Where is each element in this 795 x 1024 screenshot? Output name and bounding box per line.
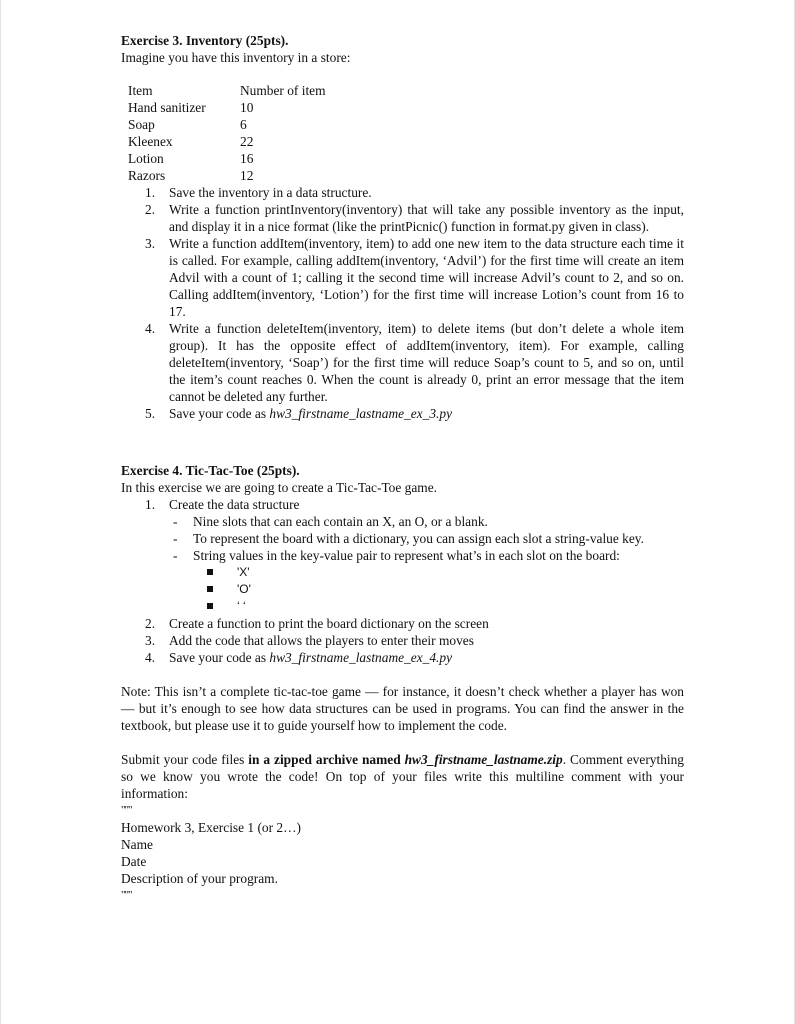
- step-text: Add the code that allows the players to enter their moves: [169, 633, 474, 648]
- submission-paragraph: [121, 751, 684, 802]
- list-item: [121, 564, 686, 581]
- comment-open-quotes: """: [121, 804, 132, 816]
- exercise-4: [121, 462, 686, 666]
- step-number: 3.: [145, 633, 156, 648]
- dash-bullet: -: [173, 514, 178, 529]
- table-row: [128, 167, 326, 184]
- list-item: [121, 615, 684, 632]
- inventory-item-name: Lotion: [128, 151, 164, 166]
- comment-line: Date: [121, 854, 147, 869]
- inventory-item-count: 22: [240, 134, 254, 149]
- data-structure-points: [121, 513, 686, 564]
- list-item: [121, 598, 686, 615]
- list-item: [121, 581, 686, 598]
- exercise-3-intro: Imagine you have this inventory in a store:: [121, 50, 351, 65]
- step-number: 2.: [145, 616, 156, 631]
- exercise-3-steps: [121, 184, 684, 422]
- square-bullet-icon: [207, 569, 213, 575]
- point-text: To represent the board with a dictionary, you can assign each slot a string-value key.: [193, 531, 644, 546]
- table-row: [128, 116, 326, 133]
- inventory-item-count: 10: [240, 100, 254, 115]
- step-text: Create a function to print the board dictionary on the screen: [169, 616, 489, 631]
- inventory-header-row: [128, 82, 326, 99]
- list-item: [121, 530, 686, 547]
- comment-template: [121, 802, 686, 904]
- list-item: [121, 201, 684, 235]
- list-item: [121, 632, 684, 649]
- inventory-item-count: 16: [240, 151, 254, 166]
- inventory-table: [128, 82, 326, 184]
- inventory-item-count: 12: [240, 168, 254, 183]
- step-text: Write a function deleteItem(inventory, item) to delete items (but don’t delete a whole item group). It has the opposite effect of addItem(inventory, item). For example, calling deleteItem(inventory, ‘Soap’) for the first time will reduce Soap’s count to 5, and so on, until the item’s count reaches 0. When the count is already 0, print an error message that the item cannot be deleted any further.: [169, 321, 684, 404]
- submission-suffix: . Comment everything so we know you wrote the code! On top of your files write this multiline comment with your information:: [121, 752, 685, 801]
- exercise-3-heading: Exercise 3. Inventory (25pts).: [121, 33, 289, 48]
- slot-values-list: [121, 564, 686, 615]
- comment-line: Description of your program.: [121, 871, 278, 886]
- list-item: [121, 513, 686, 530]
- inventory-item-name: Kleenex: [128, 134, 173, 149]
- step-number: 5.: [145, 406, 156, 421]
- inventory-header-item: Item: [128, 83, 153, 98]
- exercise-4-steps: [121, 496, 684, 513]
- step-number: 4.: [145, 650, 156, 665]
- slot-value: 'X': [237, 565, 250, 579]
- comment-line: Name: [121, 837, 153, 852]
- exercise-3: [121, 32, 686, 422]
- slot-value: 'O': [237, 582, 251, 596]
- inventory-item-name: Hand sanitizer: [128, 100, 206, 115]
- inventory-header-count: Number of item: [240, 83, 326, 98]
- step-text: Create the data structure: [169, 497, 300, 512]
- comment-line: Homework 3, Exercise 1 (or 2…): [121, 820, 301, 835]
- step-number: 4.: [145, 321, 156, 336]
- list-item: [121, 235, 684, 320]
- list-item: [121, 320, 684, 405]
- list-item: [121, 496, 684, 513]
- list-item: [121, 184, 684, 201]
- step-text: Write a function addItem(inventory, item) to add one new item to the data structure each time it is called. For example, calling addItem(inventory, ‘Advil’) for the first time will create an item Advil with a count of 1; calling it the second time will increase Advil’s count to 2, and so on. Calling addItem(inventory, ‘Lotion’) for the first time will increase Lotion’s count from 16 to 17.: [169, 236, 684, 319]
- inventory-item-name: Razors: [128, 168, 166, 183]
- point-text: Nine slots that can each contain an X, an O, or a blank.: [193, 514, 488, 529]
- exercise-4-intro: In this exercise we are going to create a Tic-Tac-Toe game.: [121, 480, 438, 495]
- step-text: Save your code as: [169, 650, 270, 665]
- inventory-item-name: Soap: [128, 117, 155, 132]
- filename-ex3: hw3_firstname_lastname_ex_3.py: [269, 406, 453, 421]
- table-row: [128, 133, 326, 150]
- step-text: Save your code as: [169, 406, 270, 421]
- step-number: 2.: [145, 202, 156, 217]
- square-bullet-icon: [207, 603, 213, 609]
- square-bullet-icon: [207, 586, 213, 592]
- exercise-4-heading: Exercise 4. Tic-Tac-Toe (25pts).: [121, 463, 300, 478]
- note-paragraph: Note: This isn’t a complete tic-tac-toe game — for instance, it doesn’t check whether a player has won — but it’s enough to see how data structures can be used in programs. You can find the answer in the textbook, but please use it to guide yourself how to implement the code.: [121, 684, 684, 733]
- inventory-item-count: 6: [240, 117, 247, 132]
- list-item: [121, 547, 686, 564]
- step-text: Save the inventory in a data structure.: [169, 185, 372, 200]
- step-text: Write a function printInventory(inventory) that will take any possible inventory as the input, and display it in a nice format (like the printPicnic() function in format.py given in class).: [169, 202, 684, 234]
- comment-close-quotes: """: [121, 889, 132, 901]
- document-content: [121, 32, 686, 904]
- step-number: 1.: [145, 497, 156, 512]
- filename-ex4: hw3_firstname_lastname_ex_4.py: [269, 650, 453, 665]
- exercise-4-steps-continued: [121, 615, 684, 666]
- submission-prefix: Submit your code files: [121, 752, 249, 767]
- dash-bullet: -: [173, 531, 178, 546]
- list-item: [121, 649, 684, 666]
- table-row: [128, 150, 326, 167]
- step-number: 3.: [145, 236, 156, 251]
- step-number: 1.: [145, 185, 156, 200]
- submission-archive-label: in a zipped archive named: [248, 752, 405, 767]
- table-row: [128, 99, 326, 116]
- slot-value: ‘ ‘: [237, 599, 246, 613]
- dash-bullet: -: [173, 548, 178, 563]
- point-text: String values in the key-value pair to represent what’s in each slot on the board:: [193, 548, 620, 563]
- page-left-edge: [0, 0, 1, 1024]
- list-item: [121, 405, 684, 422]
- submission-archive-name: hw3_firstname_lastname.zip: [404, 752, 563, 767]
